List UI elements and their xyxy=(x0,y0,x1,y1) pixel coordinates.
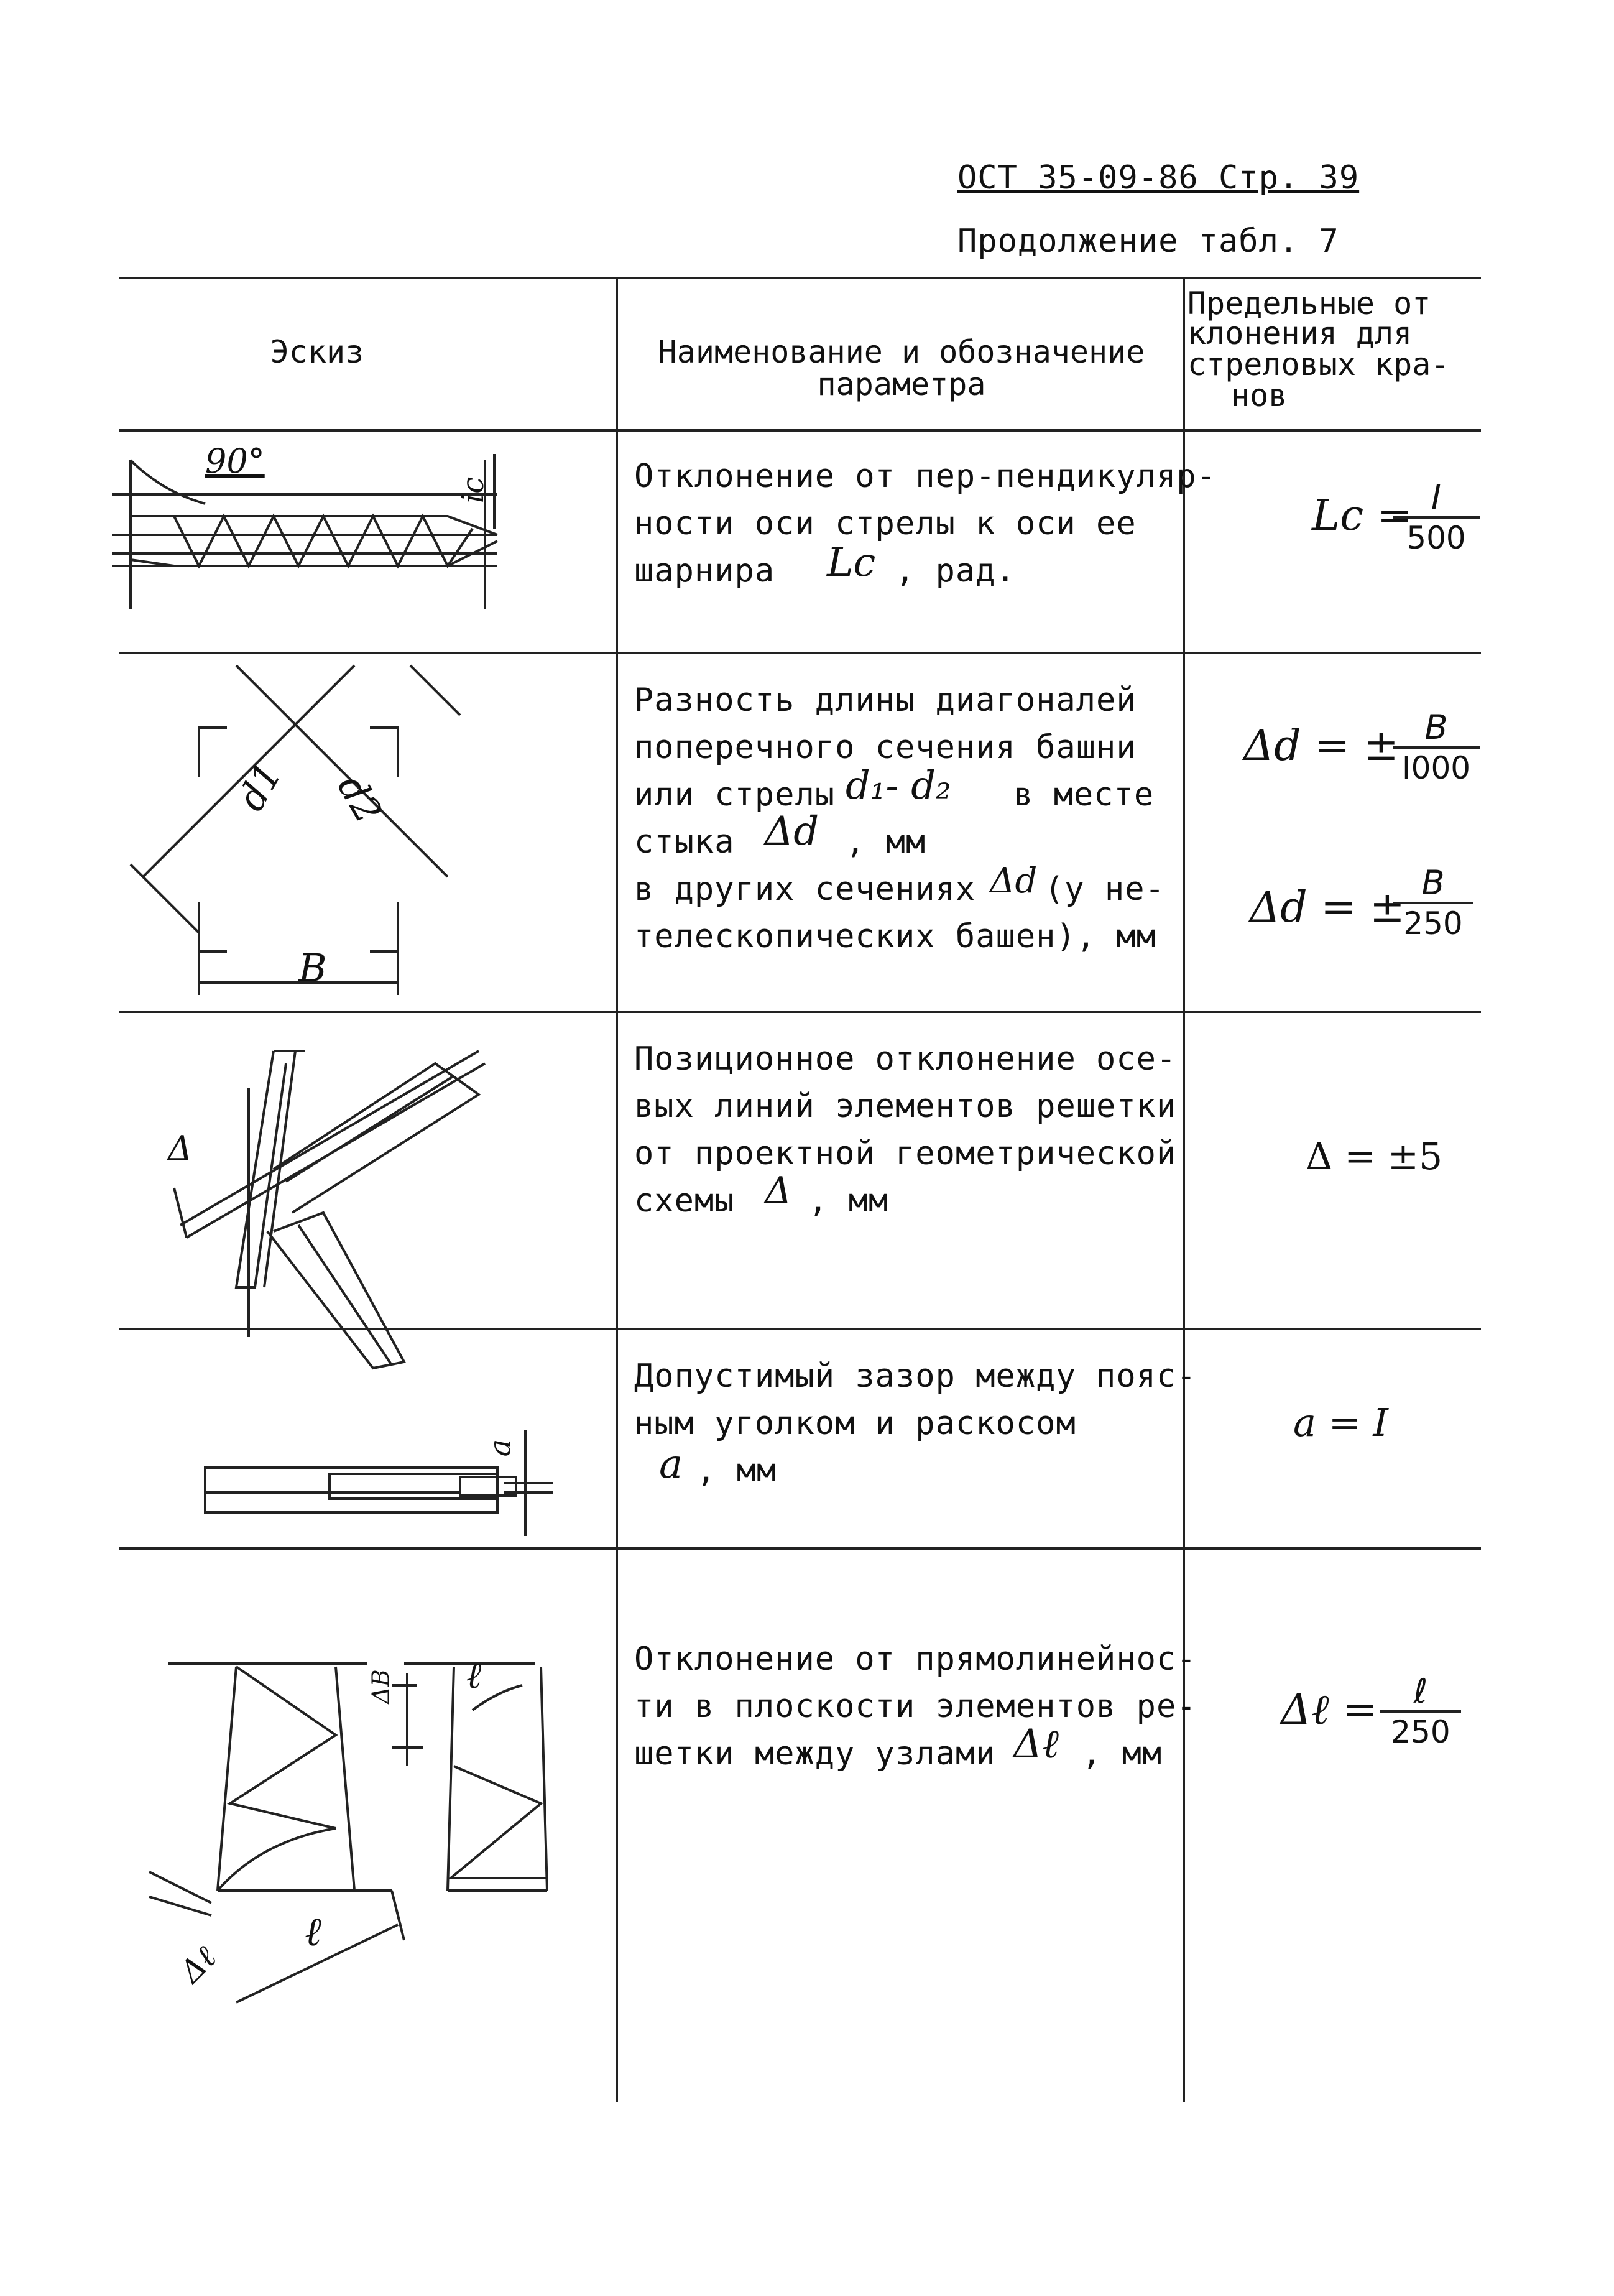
row2-text-line3b: в месте xyxy=(1013,776,1155,813)
row2-bottom-border xyxy=(119,1011,1481,1013)
row5-l2-label: ℓ xyxy=(466,1654,482,1697)
row2-limit2-numerator: B xyxy=(1393,864,1473,904)
row2-text-line5a: в других сечениях xyxy=(634,871,976,908)
row1-bottom-border xyxy=(119,652,1481,654)
row5-symbol: Δℓ xyxy=(1013,1721,1059,1767)
row2-limit1-lhs: Δd = ± xyxy=(1243,721,1399,771)
row3-text-line4a: схемы xyxy=(634,1182,735,1220)
row1-text-line2: ности оси стрелы к оси ее xyxy=(634,505,1137,542)
row1-ic-label: ic xyxy=(456,476,491,504)
row1-unit-rad: рад. xyxy=(935,552,1016,590)
row1-text-line1: Отклонение от пер-пендикуляр- xyxy=(634,458,1217,495)
header-bottom-border xyxy=(119,429,1481,432)
header-limit-line3: стреловых кра- xyxy=(1187,346,1450,382)
row5-dv-label: ΔВ xyxy=(367,1669,395,1704)
row2-text-line4a: стыка xyxy=(634,823,735,861)
row5-limit-lhs: Δℓ = xyxy=(1281,1685,1378,1734)
row5-text-line2: ти в плоскости элементов ре- xyxy=(634,1688,1197,1725)
header-limit-line2: клонения для xyxy=(1187,315,1413,351)
row5-limit-fraction xyxy=(1380,1673,1461,1751)
row4-a-label: a xyxy=(482,1438,518,1457)
table-continuation-label: Продолжение табл. 7 xyxy=(957,223,1339,260)
row1-limit-denominator: 500 xyxy=(1406,520,1466,556)
row1-limit-fraction xyxy=(1393,479,1480,557)
row5-limit-numerator: ℓ xyxy=(1380,1673,1461,1713)
row2-text-line5b: (у не- xyxy=(1044,871,1165,908)
row1-symbol: Lc xyxy=(827,540,876,586)
document-reference: ОСТ 35-09-86 Стр. 39 xyxy=(957,159,1360,197)
row5-text-line1: Отклонение от прямолинейнос- xyxy=(634,1641,1197,1678)
row2-limit2-fraction xyxy=(1393,864,1473,943)
row2-limit2-denominator: 250 xyxy=(1403,905,1463,942)
row2-text-line4b: , мм xyxy=(846,823,926,861)
header-name-line1: Наименование и обозначение xyxy=(658,334,1145,370)
row3-text-line2: вых линий элементов решетки xyxy=(634,1088,1177,1125)
row3-symbol: Δ xyxy=(765,1169,792,1213)
row2-limit1-numerator: B xyxy=(1393,709,1480,749)
row1-text-line3 xyxy=(634,547,775,595)
row1-limit-numerator: I xyxy=(1393,479,1480,519)
row3-delta-label: Δ xyxy=(168,1129,192,1168)
row2-limit1-fraction xyxy=(1393,709,1480,787)
row4-limit: a = I xyxy=(1293,1400,1388,1445)
row2-limit2-lhs: Δd = ± xyxy=(1250,883,1405,932)
column-divider-1 xyxy=(616,277,618,2102)
header-sketch: Эскиз xyxy=(270,334,364,370)
row3-text-line3: от проектной геометрической xyxy=(634,1135,1177,1172)
header-limit-line4: нов xyxy=(1231,377,1288,414)
sketch-boom-perpendicularity xyxy=(112,435,510,622)
row2-limit1-denominator: I000 xyxy=(1401,750,1471,786)
row5-text-line3b: , мм xyxy=(1082,1735,1163,1772)
table-top-border xyxy=(119,277,1481,279)
row3-text-line1: Позиционное отклонение осе- xyxy=(634,1040,1177,1078)
row2-d1-label: d1 xyxy=(229,755,291,818)
row2-text-line6: телескопических башен), мм xyxy=(634,918,1156,955)
sketch-lattice-axis-offset xyxy=(143,1026,516,1374)
row2-text-line2: поперечного сечения башни xyxy=(634,729,1137,766)
row4-bottom-border xyxy=(119,1547,1481,1550)
header-limit-line1: Предельные от xyxy=(1187,285,1431,322)
row1-shaft-word: шарнира xyxy=(634,552,775,590)
row4-symbol: a xyxy=(659,1442,683,1488)
row3-limit: Δ = ±5 xyxy=(1306,1135,1443,1178)
row2-text-line1: Разность длины диагоналей xyxy=(634,682,1137,719)
header-name-line2: параметра xyxy=(817,366,986,402)
row4-text-line3: , мм xyxy=(696,1452,777,1489)
row4-text-line1: Допустимый зазор между пояс- xyxy=(634,1358,1197,1395)
row2-symbol-delta-d2: Δd xyxy=(990,861,1038,901)
row1-angle-label: 90° xyxy=(205,442,265,481)
row1-limit-lhs: Lc = xyxy=(1312,491,1413,540)
row5-l-label: ℓ xyxy=(305,1909,321,1955)
row5-limit-denominator: 250 xyxy=(1391,1714,1450,1750)
row2-symbol-delta-d: Δd xyxy=(765,808,819,854)
row5-text-line3a: шетки между узлами xyxy=(634,1735,996,1772)
column-divider-2 xyxy=(1183,277,1185,2102)
row5-dl-label: Δℓ xyxy=(172,1939,224,1990)
row3-text-line4b: , мм xyxy=(808,1182,889,1220)
row2-symbol-d1-d2: d₁- d₂ xyxy=(846,762,951,808)
row4-text-line2: ным уголком и раскосом xyxy=(634,1405,1076,1442)
row2-text-line3a: или стрелы xyxy=(634,776,836,813)
row1-unit: , рад. xyxy=(895,552,1016,590)
row2-b-label: B xyxy=(298,945,327,991)
row2-d2-label: d2 xyxy=(328,767,390,831)
